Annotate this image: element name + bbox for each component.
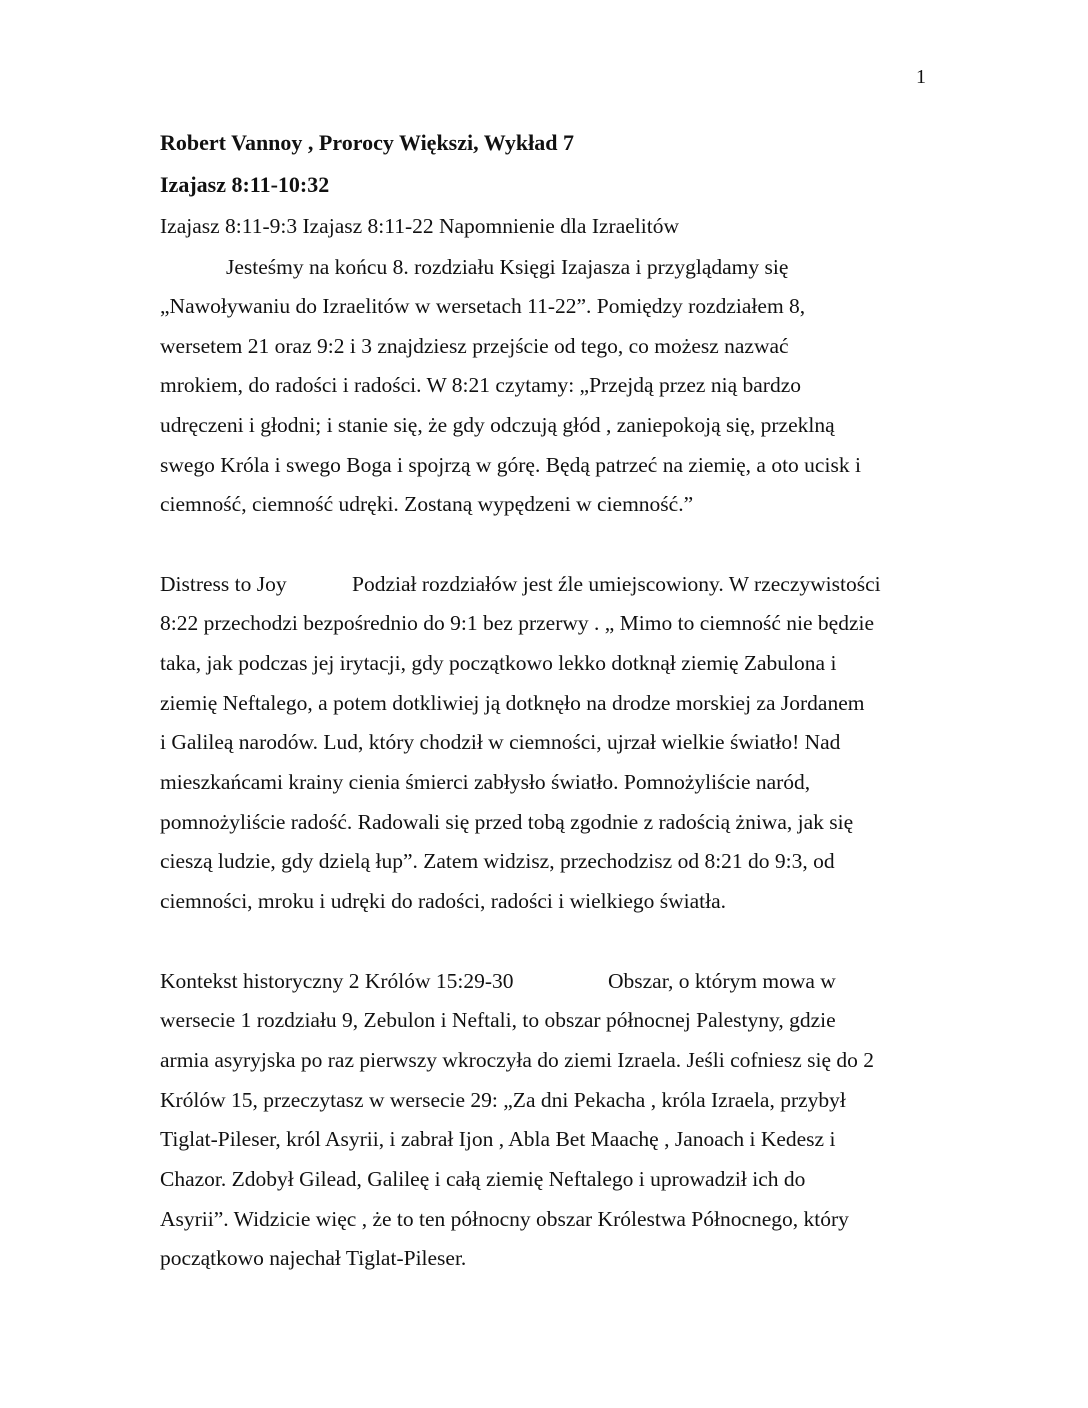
para3-line: Chazor. Zdobył Gilead, Galileę i całą ziemię Neftalego i uprowadził ich do xyxy=(160,1167,806,1191)
para2-line: 8:22 przechodzi bezpośrednio do 9:1 bez przerwy . „ Mimo to ciemność nie będzie xyxy=(160,611,875,635)
para2-line: i Galileą narodów. Lud, który chodził w ciemności, ujrzał wielkie światło! Nad xyxy=(160,730,841,754)
para1-line: udręczeni i głodni; i stanie się, że gdy odczują głód , zaniepokoją się, przeklną xyxy=(160,413,835,437)
para3-line: Królów 15, przeczytasz w wersecie 29: „Za dni Pekacha , króla Izraela, przybył xyxy=(160,1088,846,1112)
page-number: 1 xyxy=(916,66,926,88)
para2-line: mieszkańcami krainy cienia śmierci zabłysło światło. Pomnożyliście naród, xyxy=(160,770,811,794)
lecture-title: Robert Vannoy , Prorocy Większi, Wykład 7 xyxy=(160,130,574,155)
para3-line: wersecie 1 rozdziału 9, Zebulon i Neftali, to obszar północnej Palestyny, gdzie xyxy=(160,1008,836,1032)
para1-line: swego Króla i swego Boga i spojrzą w górę. Będą patrzeć na ziemię, a oto ucisk i xyxy=(160,453,861,477)
section-heading-historical-context: Kontekst historyczny 2 Królów 15:29-30 xyxy=(160,969,514,993)
para1-line: mrokiem, do radości i radości. W 8:21 czytamy: „Przejdą przez nią bardzo xyxy=(160,373,801,397)
para3-line: Asyrii”. Widzicie więc , że to ten północny obszar Królestwa Północnego, który xyxy=(160,1207,849,1231)
lecture-subtitle: Izajasz 8:11-10:32 xyxy=(160,172,330,197)
para3-line: Obszar, o którym mowa w xyxy=(608,969,836,993)
para2-line: ciemności, mroku i udręki do radości, radości i wielkiego światła. xyxy=(160,889,727,913)
section-line: Izajasz 8:11-9:3 Izajasz 8:11-22 Napomnienie dla Izraelitów xyxy=(160,214,679,238)
para3-line: Tiglat-Pileser, król Asyrii, i zabrał Ijon , Abla Bet Maachę , Janoach i Kedesz i xyxy=(160,1127,836,1151)
para1-line: Jesteśmy na końcu 8. rozdziału Księgi Izajasza i przyglądamy się xyxy=(226,255,789,279)
para2-line: ziemię Neftalego, a potem dotkliwiej ją dotknęło na drodze morskiej za Jordanem xyxy=(160,691,865,715)
para1-line: wersetem 21 oraz 9:2 i 3 znajdziesz przejście od tego, co możesz nazwać xyxy=(160,334,789,358)
para1-line: ciemność, ciemność udręki. Zostaną wypędzeni w ciemność.” xyxy=(160,492,694,516)
para3-line: początkowo najechał Tiglat-Pileser. xyxy=(160,1246,467,1270)
para2-line: taka, jak podczas jej irytacji, gdy początkowo lekko dotknął ziemię Zabulona i xyxy=(160,651,837,675)
para2-line: Podział rozdziałów jest źle umiejscowiony. W rzeczywistości xyxy=(352,572,881,596)
section-heading-distress-to-joy: Distress to Joy xyxy=(160,572,287,596)
para3-line: armia asyryjska po raz pierwszy wkroczyła do ziemi Izraela. Jeśli cofniesz się do 2 xyxy=(160,1048,874,1072)
para1-line: „Nawoływaniu do Izraelitów w wersetach 11-22”. Pomiędzy rozdziałem 8, xyxy=(160,294,806,318)
para2-line: cieszą ludzie, gdy dzielą łup”. Zatem widzisz, przechodzisz od 8:21 do 9:3, od xyxy=(160,849,835,873)
para2-line: pomnożyliście radość. Radowali się przed tobą zgodnie z radością żniwa, jak się xyxy=(160,810,854,834)
